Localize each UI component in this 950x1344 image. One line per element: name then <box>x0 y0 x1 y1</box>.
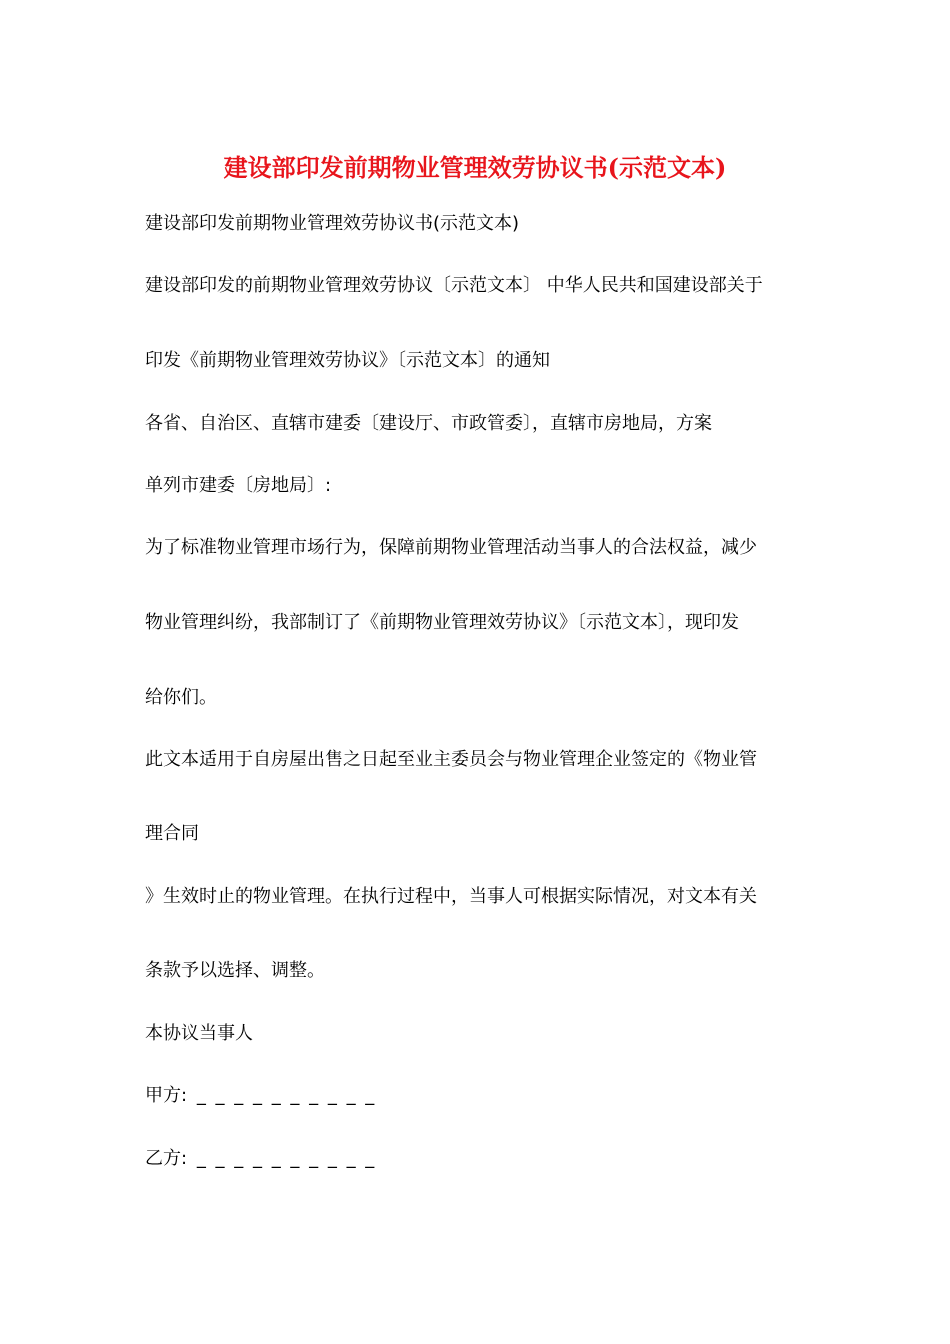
paragraph-line: 理合同 <box>145 823 199 844</box>
paragraph-line: 给你们。 <box>145 687 217 708</box>
paragraph-line: 为了标准物业管理市场行为，保障前期物业管理活动当事人的合法权益，减少 <box>145 537 757 558</box>
parties-heading: 本协议当事人 <box>145 1023 253 1044</box>
paragraph-line: 印发《前期物业管理效劳协议》〔示范文本〕的通知 <box>145 350 550 371</box>
paragraph-line: 此文本适用于自房屋出售之日起至业主委员会与物业管理企业签定的《物业管 <box>145 749 757 770</box>
party-a-line <box>145 1083 376 1109</box>
party-a-label: 甲方: <box>145 1085 188 1106</box>
party-b-label: 乙方: <box>145 1148 188 1169</box>
paragraph-line: 建设部印发的前期物业管理效劳协议〔示范文本〕 中华人民共和国建设部关于 <box>145 275 763 296</box>
paragraph-line: 物业管理纠纷，我部制订了《前期物业管理效劳协议》〔示范文本〕，现印发 <box>145 612 739 633</box>
document-title: 建设部印发前期物业管理效劳协议书(示范文本) <box>223 153 727 182</box>
party-b-blank: _ _ _ _ _ _ _ _ _ _ <box>196 1148 377 1169</box>
party-a-blank: _ _ _ _ _ _ _ _ _ _ <box>196 1085 377 1106</box>
paragraph-line: 条款予以选择、调整。 <box>145 960 325 981</box>
paragraph-line: 各省、自治区、直辖市建委〔建设厅、市政管委〕，直辖市房地局，方案 <box>145 413 712 434</box>
paragraph-line: 建设部印发前期物业管理效劳协议书(示范文本) <box>145 213 520 234</box>
paragraph-line: 单列市建委〔房地局〕: <box>145 475 332 496</box>
party-b-line <box>145 1146 376 1172</box>
paragraph-line: 》生效时止的物业管理。在执行过程中，当事人可根据实际情况，对文本有关 <box>145 886 757 907</box>
